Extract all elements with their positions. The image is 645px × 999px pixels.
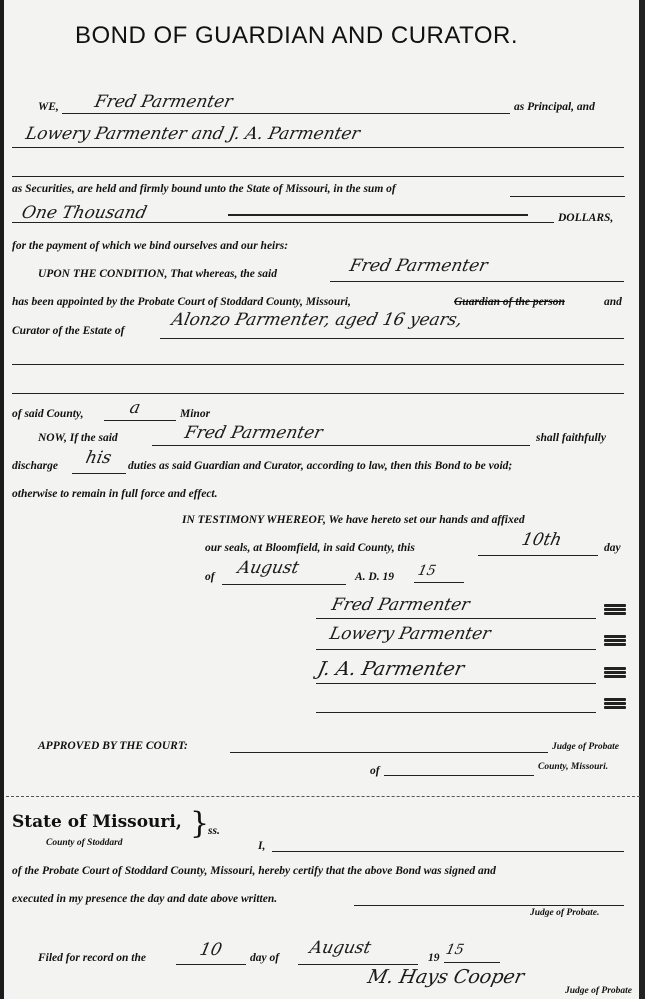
struck-guardian: Guardian of the person (454, 296, 565, 308)
of-county-label: of said County, (12, 408, 84, 420)
approval-of-label: of (370, 765, 380, 777)
seal-icon-2 (604, 635, 626, 647)
certificate-line-2: executed in my presence the day and date above written. (12, 893, 278, 905)
signature-1: Fred Parmenter (329, 595, 472, 615)
appointed-text: has been appointed by the Probate Court of Stoddard County, Missouri, (12, 296, 351, 308)
county-label: County of Stoddard (46, 838, 123, 848)
duties-text: duties as said Guardian and Curator, according to law, then this Bond to be void; (128, 460, 513, 472)
day-line (478, 555, 598, 556)
signature-line-1 (316, 618, 596, 619)
filed-year-line (444, 962, 500, 963)
scan-edge-right (639, 0, 645, 999)
principal-name: Fred Parmenter (92, 92, 235, 112)
approval-judge-label: Judge of Probate (552, 742, 620, 752)
minor-label: Minor (180, 408, 211, 420)
signature-line-4 (316, 712, 596, 713)
securities-line (12, 147, 624, 148)
securities-text: as Securities, are held and firmly bound unto the State of Missouri, in the sum of (12, 183, 396, 195)
sum-amount: One Thousand (19, 203, 149, 223)
ward-line (160, 338, 624, 339)
filed-label: Filed for record on the (38, 952, 146, 964)
state-heading: State of Missouri, (12, 812, 182, 832)
brace-icon: } (190, 806, 210, 841)
pronoun: his (83, 448, 114, 468)
certificate-judge-label: Judge of Probate. (530, 908, 600, 918)
shall-label: shall faithfully (536, 432, 606, 444)
securities-line-2 (12, 176, 624, 177)
filed-judge-label: Judge of Probate (565, 986, 633, 996)
sum-fill-stroke (228, 214, 528, 216)
sum-line (12, 222, 554, 223)
testimony-day: 10th (519, 530, 564, 550)
pronoun-line (72, 473, 126, 474)
month-line (222, 584, 346, 585)
dollars-label: DOLLARS, (558, 212, 614, 224)
condition-name: Fred Parmenter (347, 256, 490, 276)
filed-month-line (298, 964, 418, 965)
year-line (414, 582, 464, 583)
discharge-label: discharge (12, 460, 58, 472)
ss-label: ss. (208, 825, 220, 837)
signature-line-2 (316, 649, 596, 650)
and-label: and (604, 296, 622, 308)
approval-county-label: County, Missouri. (538, 762, 609, 772)
curator-of-label: Curator of the Estate of (12, 325, 125, 337)
filed-day-line (176, 964, 246, 965)
document-title: BOND OF GUARDIAN AND CURATOR. (75, 22, 518, 49)
filed-day: 10 (197, 940, 224, 960)
sum-line-top (510, 196, 625, 197)
signature-line-3 (316, 683, 596, 684)
upon-condition: UPON THE CONDITION, That whereas, the said (38, 268, 277, 280)
approved-label: APPROVED BY THE COURT: (38, 740, 188, 752)
certificate-name-line (272, 851, 624, 852)
clerk-signature: M. Hays Cooper (365, 966, 527, 988)
ward-name: Alonzo Parmenter, aged 16 years, (169, 310, 465, 330)
testimony-line-1: IN TESTIMONY WHEREOF, We have hereto set our hands and affixed (182, 514, 525, 526)
certificate-sign-line (354, 905, 624, 906)
now-name: Fred Parmenter (182, 423, 325, 443)
as-principal-label: as Principal, and (514, 101, 595, 113)
ad-label: A. D. 19 (355, 571, 394, 583)
of-label: of (205, 571, 215, 583)
approval-judge-line (230, 752, 548, 753)
minor-count: a (127, 398, 143, 418)
seal-icon-4 (604, 698, 626, 710)
ward-line-3 (12, 393, 624, 394)
approval-county-line (384, 775, 534, 776)
testimony-year: 15 (416, 563, 438, 579)
certificate-line-1: of the Probate Court of Stoddard County, Missouri, hereby certify that the above Bond was signed and (12, 865, 496, 877)
testimony-month: August (235, 558, 301, 578)
seal-icon-1 (604, 604, 626, 616)
securities-names: Lowery Parmenter and J. A. Parmenter (23, 124, 362, 144)
principal-line (62, 113, 510, 114)
scan-edge-left (0, 0, 4, 999)
now-if-label: NOW, If the said (38, 432, 118, 444)
signature-3: J. A. Parmenter (315, 658, 467, 680)
seal-icon-3 (604, 667, 626, 679)
count-line (104, 420, 176, 421)
day-label: day (604, 542, 621, 554)
i-label: I, (258, 840, 266, 852)
filed-month: August (307, 938, 373, 958)
signature-2: Lowery Parmenter (327, 624, 493, 644)
now-name-line (152, 445, 530, 446)
filed-year-prefix: 19 (428, 952, 440, 964)
ward-line-2 (12, 364, 624, 365)
otherwise-text: otherwise to remain in full force and effect. (12, 488, 218, 500)
we-label: WE, (38, 101, 59, 113)
filed-day-of: day of (250, 952, 280, 964)
filed-year: 15 (444, 942, 466, 958)
condition-name-line (330, 281, 624, 282)
payment-text: for the payment of which we bind ourselves and our heirs: (12, 240, 289, 252)
testimony-line-2: our seals, at Bloomfield, in said County, this (205, 542, 415, 554)
section-divider (6, 796, 640, 797)
